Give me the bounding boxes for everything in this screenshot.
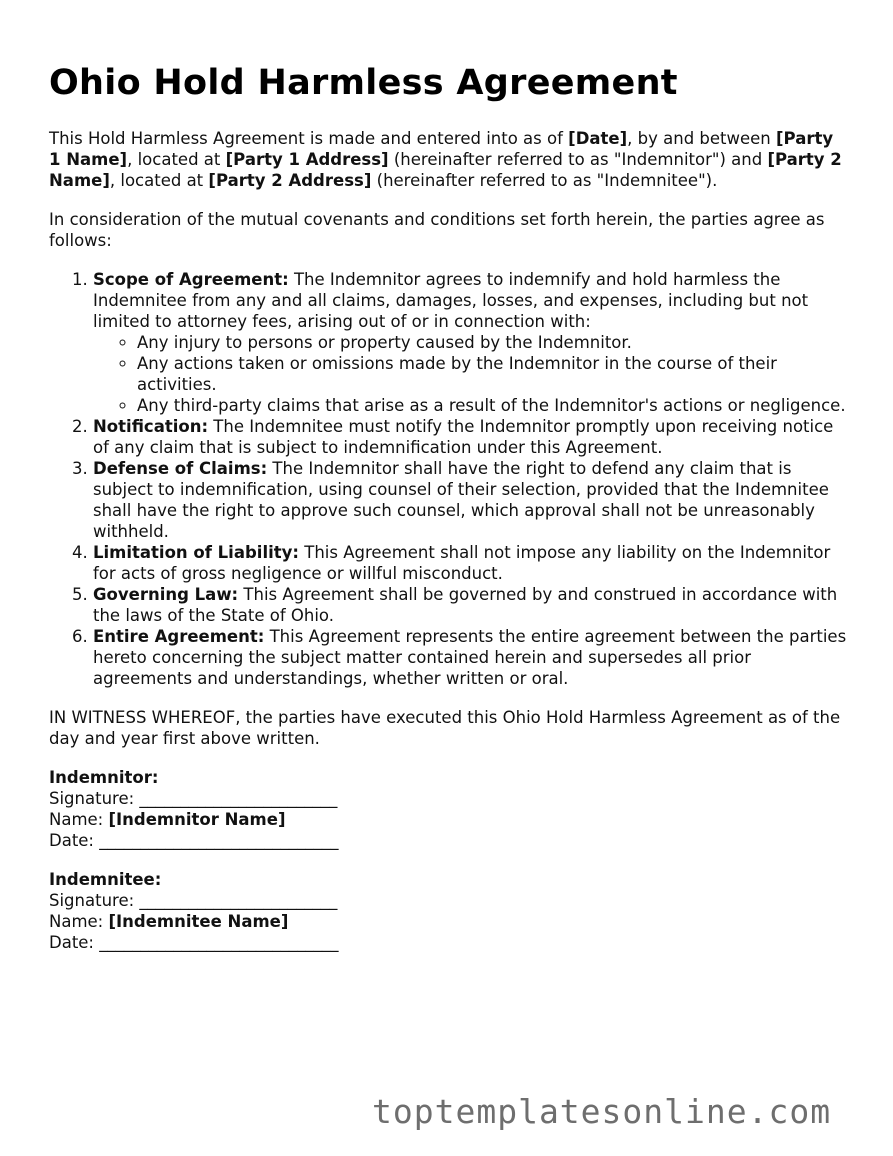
indemnitee-name-placeholder: [Indemnitee Name] <box>108 912 289 931</box>
clause-text: The Indemnitor agrees to indemnify and hold harmless the Indemnitee from any and all claims, damages, losses, and expenses, including but not limited to attorney fees, arising out of or in connection with: <box>93 270 809 331</box>
clause-heading: Limitation of Liability: <box>93 543 299 562</box>
signature-label: Signature: <box>49 789 140 808</box>
clauses-list <box>49 269 849 689</box>
clause-item <box>93 542 849 584</box>
scope-subitem: ◦ Any actions taken or omissions made by the Indemnitor in the course of their activities. <box>137 353 849 395</box>
indemnitee-signature-block <box>49 869 849 953</box>
intro-text: (hereinafter referred to as "Indemnitor") and <box>388 150 768 169</box>
intro-text: (hereinafter referred to as "Indemnitee"). <box>371 171 718 190</box>
indemnitor-heading: Indemnitor: <box>49 768 159 787</box>
clause-item <box>93 416 849 458</box>
consideration-paragraph: In consideration of the mutual covenants and conditions set forth herein, the parties agree as follows: <box>49 210 825 250</box>
indemnitor-signature-block <box>49 767 849 851</box>
scope-subitem: ◦ Any injury to persons or property caused by the Indemnitor. <box>137 332 849 353</box>
date-placeholder: [Date] <box>568 129 628 148</box>
scope-subitem: ◦ Any third-party claims that arise as a result of the Indemnitor's actions or negligence. <box>137 395 849 416</box>
scope-sublist <box>93 332 849 416</box>
intro-text: This Hold Harmless Agreement is made and entered into as of <box>49 129 569 148</box>
clause-item <box>93 584 849 626</box>
clause-heading: Defense of Claims: <box>93 459 268 478</box>
indemnitee-signature-line[interactable]: ________________________ <box>139 891 338 910</box>
date-label: Date: <box>49 933 100 952</box>
indemnitee-heading: Indemnitee: <box>49 870 162 889</box>
clause-text: The Indemnitee must notify the Indemnitor promptly upon receiving notice of any claim that is subject to indemnification under this Agreement. <box>93 417 834 457</box>
indemnitor-date-line[interactable]: _____________________________ <box>99 831 339 850</box>
clause-text: This Agreement shall not impose any liability on the Indemnitor for acts of gross negligence or willful misconduct. <box>93 543 831 583</box>
intro-text: , located at <box>127 150 226 169</box>
party2-name-placeholder: [Party 2 Name] <box>49 150 842 190</box>
clause-item <box>93 269 849 416</box>
document-title: Ohio Hold Harmless Agreement <box>49 63 678 103</box>
clause-text: The Indemnitor shall have the right to defend any claim that is subject to indemnification, using counsel of their selection, provided that the Indemnitee shall have the right to approve such counsel, which approval shall not be unreasonably withheld. <box>93 459 829 541</box>
party2-address-placeholder: [Party 2 Address] <box>208 171 372 190</box>
clause-heading: Scope of Agreement: <box>93 270 289 289</box>
clause-item <box>93 458 849 542</box>
signature-label: Signature: <box>49 891 140 910</box>
name-label: Name: <box>49 912 109 931</box>
clause-heading: Notification: <box>93 417 209 436</box>
witness-paragraph: IN WITNESS WHEREOF, the parties have executed this Ohio Hold Harmless Agreement as of the day and year first above written. <box>49 708 841 748</box>
watermark: toptemplatesonline.com <box>372 1092 832 1131</box>
indemnitor-signature-line[interactable]: ________________________ <box>139 789 338 808</box>
party1-address-placeholder: [Party 1 Address] <box>225 150 389 169</box>
intro-text: , by and between <box>627 129 777 148</box>
date-label: Date: <box>49 831 100 850</box>
clause-text: This Agreement shall be governed by and construed in accordance with the laws of the State of Ohio. <box>93 585 838 625</box>
document-page <box>49 62 849 971</box>
party1-name-placeholder: [Party 1 Name] <box>49 129 834 169</box>
intro-paragraph <box>49 128 849 191</box>
clause-heading: Governing Law: <box>93 585 239 604</box>
clause-heading: Entire Agreement: <box>93 627 265 646</box>
indemnitor-name-placeholder: [Indemnitor Name] <box>108 810 286 829</box>
clause-item <box>93 626 849 689</box>
clause-text: This Agreement represents the entire agreement between the parties hereto concerning the subject matter contained herein and supersedes all prior agreements and understandings, whether written or oral. <box>93 627 847 688</box>
name-label: Name: <box>49 810 109 829</box>
indemnitee-date-line[interactable]: _____________________________ <box>99 933 339 952</box>
intro-text: , located at <box>109 171 209 190</box>
